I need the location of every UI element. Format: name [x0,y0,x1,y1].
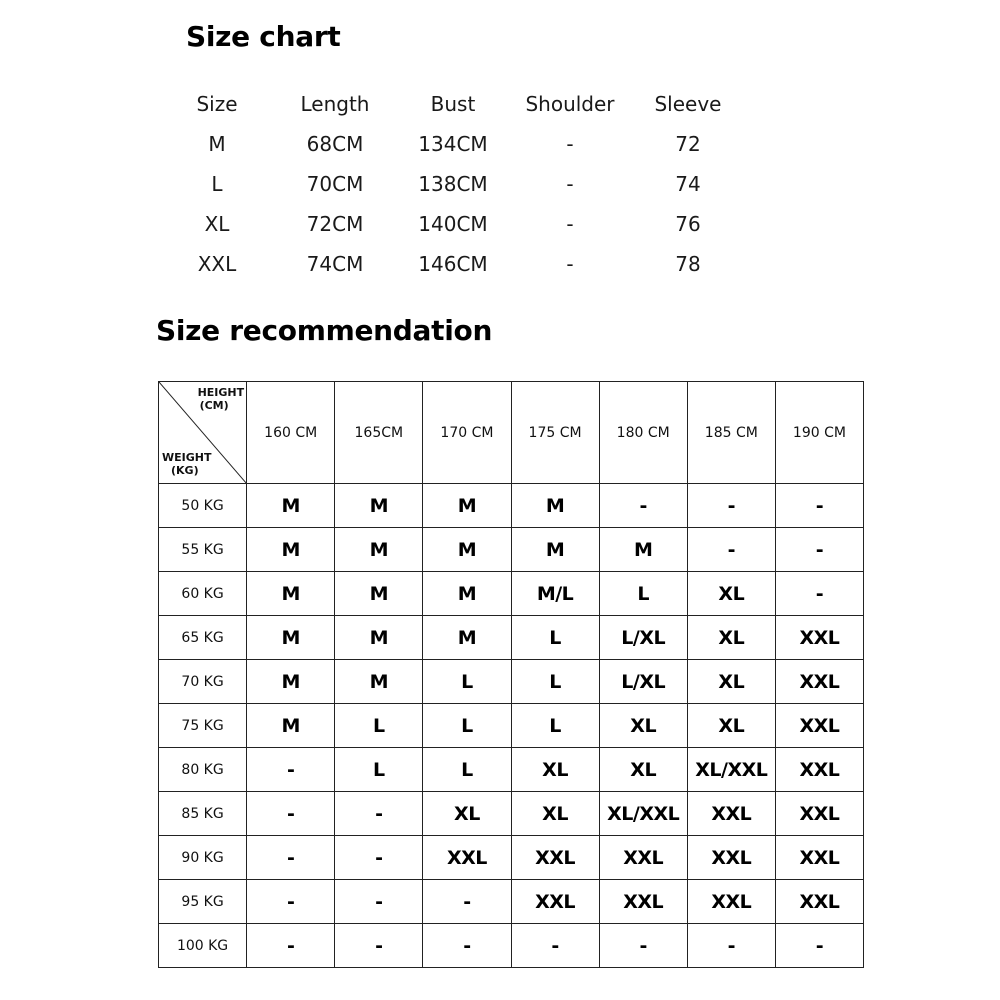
weight-axis-label [162,451,211,477]
size-cell: XXL [599,880,687,924]
recommendation-row [159,528,864,572]
size-cell: L/XL [599,660,687,704]
size-cell: - [423,924,511,968]
size-cell: - [687,484,775,528]
size-cell: L [511,660,599,704]
size-chart-table [168,84,738,284]
size-cell: M [599,528,687,572]
size-cell: M/L [511,572,599,616]
size-recommendation-table [158,381,864,968]
size-cell: M [247,484,335,528]
height-header: 170 CM [423,382,511,484]
size-cell: M [511,484,599,528]
size-chart-cell: XL [204,212,230,236]
size-cell: XXL [775,748,863,792]
size-cell: M [335,528,423,572]
size-cell: XXL [775,660,863,704]
size-cell: L [423,748,511,792]
size-chart-header: Sleeve [654,92,722,116]
size-cell: - [775,572,863,616]
size-cell: XL [687,704,775,748]
size-chart-cell: 78 [675,252,701,276]
recommendation-row [159,660,864,704]
weight-header: 80 KG [159,748,247,792]
size-chart-cell: 70CM [306,172,364,196]
weight-header: 75 KG [159,704,247,748]
weight-header: 85 KG [159,792,247,836]
corner-cell [159,382,247,484]
size-cell: M [335,616,423,660]
size-cell: XXL [687,836,775,880]
size-chart-cell: L [211,172,223,196]
size-chart-header: Bust [430,92,476,116]
height-header: 160 CM [247,382,335,484]
size-cell: M [335,572,423,616]
size-cell: L [599,572,687,616]
size-cell: M [511,528,599,572]
height-header: 180 CM [599,382,687,484]
weight-header: 60 KG [159,572,247,616]
weight-header: 95 KG [159,880,247,924]
recommendation-row [159,704,864,748]
size-cell: - [247,924,335,968]
weight-header: 65 KG [159,616,247,660]
size-cell: - [775,924,863,968]
size-cell: XL [687,572,775,616]
height-header: 190 CM [775,382,863,484]
size-cell: XXL [599,836,687,880]
size-cell: M [423,484,511,528]
weight-header: 55 KG [159,528,247,572]
recommendation-row [159,836,864,880]
height-axis-label [198,386,245,412]
size-chart-row [168,244,738,284]
weight-label: WEIGHT [162,451,212,464]
size-cell: - [687,528,775,572]
height-header: 165CM [335,382,423,484]
size-cell: XXL [775,836,863,880]
height-header-row [159,382,864,484]
size-cell: L [335,748,423,792]
size-cell: XL [687,660,775,704]
size-cell: XXL [687,792,775,836]
size-cell: XL [423,792,511,836]
size-cell: - [247,880,335,924]
size-chart-header: Shoulder [525,92,615,116]
size-cell: XXL [423,836,511,880]
size-cell: - [687,924,775,968]
size-chart-cell: 146CM [418,252,488,276]
size-cell: M [423,572,511,616]
size-cell: - [511,924,599,968]
size-cell: L/XL [599,616,687,660]
size-cell: M [247,660,335,704]
size-chart-cell: 74CM [306,252,364,276]
weight-header: 90 KG [159,836,247,880]
size-cell: - [247,836,335,880]
size-chart-header-row [168,84,738,124]
size-chart-row [168,124,738,164]
recommendation-row [159,792,864,836]
size-cell: M [247,704,335,748]
size-cell: L [511,616,599,660]
size-cell: - [599,484,687,528]
size-cell: XL/XXL [687,748,775,792]
size-cell: XL [511,748,599,792]
weight-unit: (KG) [171,464,199,477]
recommendation-row [159,572,864,616]
size-cell: M [335,660,423,704]
size-cell: - [775,484,863,528]
size-cell: XXL [775,880,863,924]
size-chart-cell: 134CM [418,132,488,156]
size-chart-cell: 140CM [418,212,488,236]
size-recommendation-title: Size recommendation [156,314,493,347]
size-cell: L [511,704,599,748]
weight-header: 50 KG [159,484,247,528]
size-chart-row [168,204,738,244]
size-cell: M [247,572,335,616]
size-cell: - [247,748,335,792]
size-cell: - [423,880,511,924]
size-chart-cell: - [566,252,574,276]
size-cell: M [247,616,335,660]
size-cell: XXL [511,836,599,880]
size-chart-title: Size chart [186,20,341,53]
size-chart-row [168,164,738,204]
size-cell: L [423,704,511,748]
size-cell: XXL [775,704,863,748]
size-cell: - [335,924,423,968]
size-cell: M [247,528,335,572]
size-cell: XXL [687,880,775,924]
recommendation-row [159,924,864,968]
size-chart-cell: - [566,172,574,196]
size-cell: XXL [775,616,863,660]
height-unit: (CM) [199,399,229,412]
size-chart-cell: - [566,132,574,156]
size-chart-cell: XXL [197,252,237,276]
size-cell: L [335,704,423,748]
height-label: HEIGHT [197,386,245,399]
size-chart-cell: - [566,212,574,236]
size-cell: - [775,528,863,572]
recommendation-row [159,748,864,792]
size-cell: L [423,660,511,704]
size-chart-cell: 72 [675,132,701,156]
size-chart-cell: 138CM [418,172,488,196]
size-chart-cell: 74 [675,172,701,196]
size-cell: M [335,484,423,528]
size-chart-cell: 72CM [306,212,364,236]
recommendation-row [159,880,864,924]
size-chart-header: Length [300,92,370,116]
size-cell: XL [599,704,687,748]
size-cell: XXL [511,880,599,924]
size-cell: - [599,924,687,968]
recommendation-row [159,616,864,660]
height-header: 185 CM [687,382,775,484]
size-cell: - [335,836,423,880]
size-chart-cell: M [208,132,226,156]
size-cell: XL/XXL [599,792,687,836]
weight-header: 70 KG [159,660,247,704]
height-header: 175 CM [511,382,599,484]
size-cell: - [335,792,423,836]
size-chart-header: Size [196,92,238,116]
recommendation-row [159,484,864,528]
size-chart-cell: 76 [675,212,701,236]
size-cell: - [247,792,335,836]
size-cell: XXL [775,792,863,836]
size-cell: - [335,880,423,924]
weight-header: 100 KG [159,924,247,968]
size-cell: M [423,528,511,572]
size-cell: M [423,616,511,660]
size-cell: XL [687,616,775,660]
size-cell: XL [599,748,687,792]
size-cell: XL [511,792,599,836]
size-chart-cell: 68CM [306,132,364,156]
